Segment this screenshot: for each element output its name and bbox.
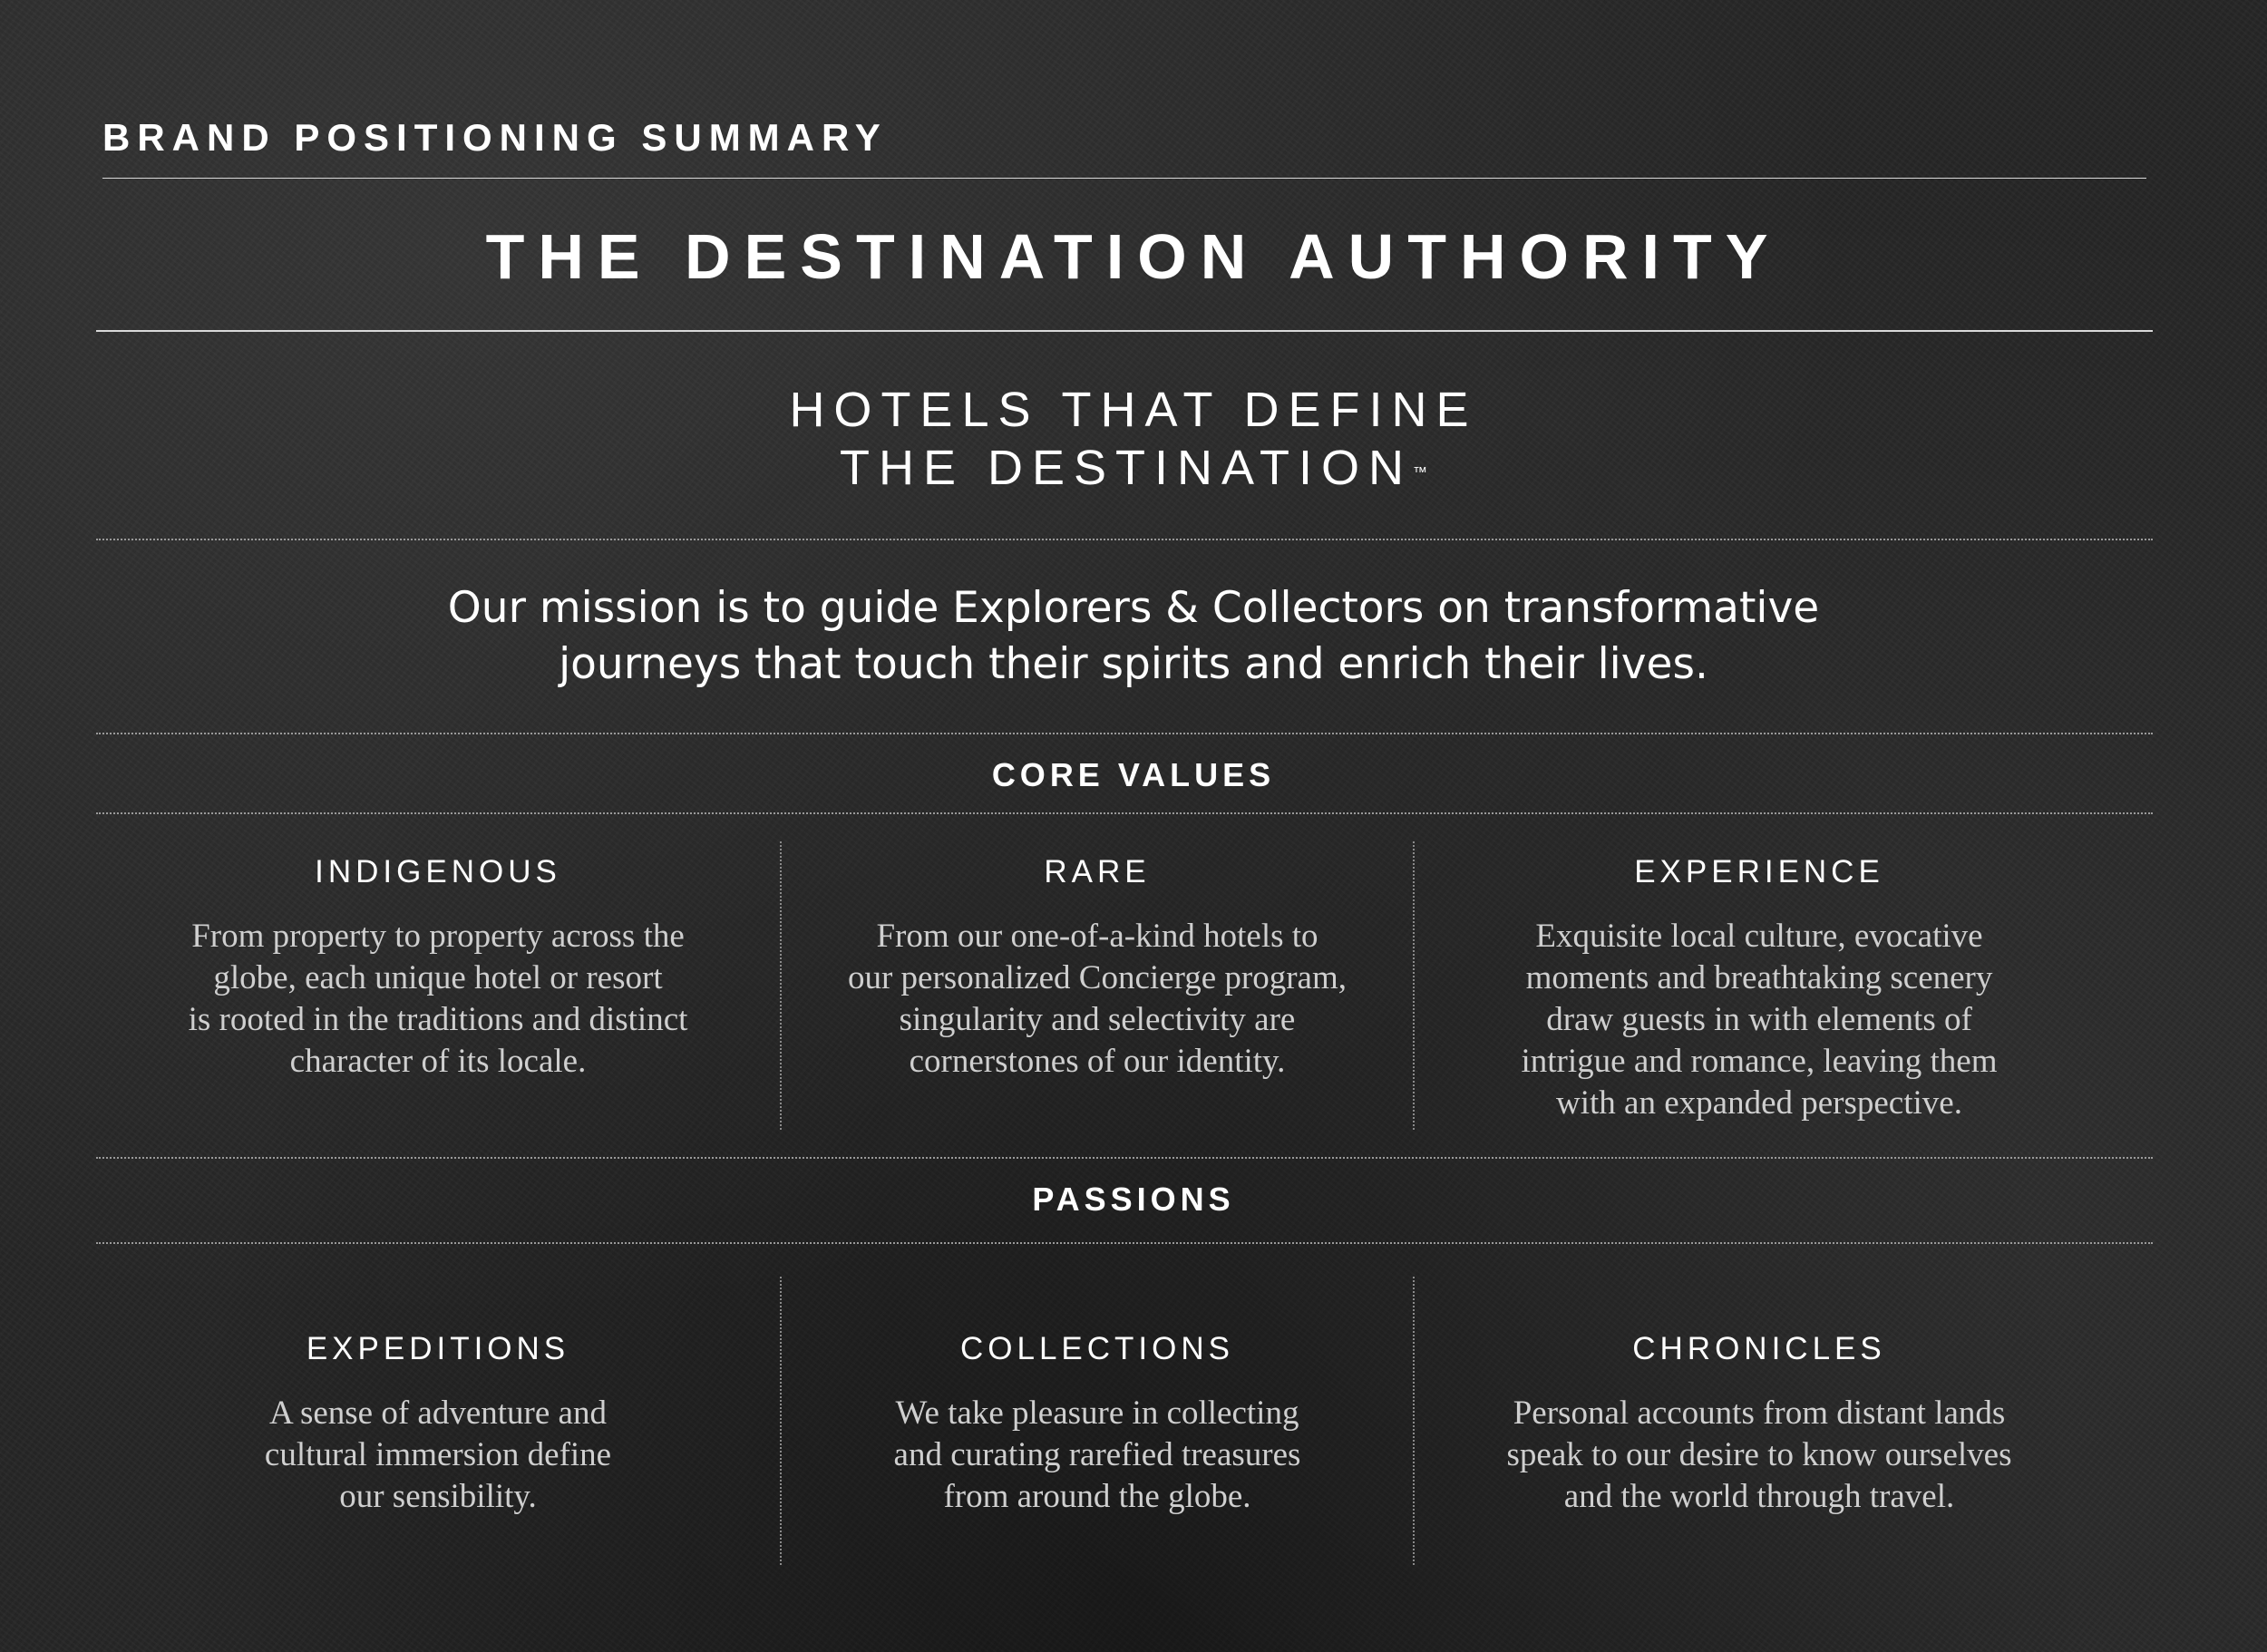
description-line: our personalized Concierge program, — [847, 959, 1347, 996]
trademark-symbol: ™ — [1413, 465, 1428, 481]
description-line: our sensibility. — [339, 1478, 537, 1515]
description-line: From property to property across the — [191, 918, 685, 955]
passion-heading: COLLECTIONS — [960, 1331, 1234, 1366]
passion-description — [1469, 1393, 2049, 1518]
description-line: is rooted in the traditions and distinct — [188, 1001, 688, 1038]
passion-description — [807, 1393, 1387, 1518]
core-values-divider-1 — [780, 841, 782, 1130]
description-line: Personal accounts from distant lands — [1513, 1394, 2006, 1432]
page-title: THE DESTINATION AUTHORITY — [485, 221, 1782, 292]
eyebrow-heading: BRAND POSITIONING SUMMARY — [102, 116, 888, 159]
description-line: From our one-of-a-kind hotels to — [876, 918, 1318, 955]
passion-heading: EXPEDITIONS — [306, 1331, 570, 1366]
description-line: speak to our desire to know ourselves — [1506, 1436, 2012, 1473]
description-line: and the world through travel. — [1563, 1478, 1955, 1515]
description-line: Exquisite local culture, evocative — [1535, 918, 1983, 955]
description-line: moments and breathtaking scenery — [1525, 959, 1993, 996]
tagline — [0, 381, 2267, 497]
passion-chronicles — [1469, 1331, 2049, 1518]
header-rule-top — [102, 178, 2146, 179]
header-rule-bottom — [96, 330, 2153, 332]
core-value-description — [148, 916, 728, 1083]
divider-above-mission — [96, 539, 2153, 540]
passions-divider-2 — [1413, 1277, 1415, 1565]
core-value-rare — [807, 854, 1387, 1083]
description-line: and curating rarefied treasures — [893, 1436, 1301, 1473]
divider-above-core-values — [96, 733, 2153, 734]
divider-below-core-values — [96, 812, 2153, 814]
mission-line-2: journeys that touch their spirits and enrich their lives. — [559, 639, 1708, 689]
passions-label: PASSIONS — [1032, 1181, 1235, 1218]
description-line: A sense of adventure and — [269, 1394, 607, 1432]
core-value-heading: EXPERIENCE — [1634, 854, 1884, 889]
description-line: character of its locale. — [289, 1043, 587, 1080]
tagline-line-1: HOTELS THAT DEFINE — [789, 383, 1478, 437]
description-line: intrigue and romance, leaving them — [1521, 1043, 1998, 1080]
tagline-line-2 — [0, 439, 2267, 497]
divider-above-passions — [96, 1157, 2153, 1159]
core-values-divider-2 — [1413, 841, 1415, 1130]
description-line: from around the globe. — [943, 1478, 1251, 1515]
core-value-description — [1469, 916, 2049, 1124]
description-line: cornerstones of our identity. — [909, 1043, 1286, 1080]
mission-line-1: Our mission is to guide Explorers & Collectors on transformative — [447, 583, 1820, 633]
description-line: draw guests in with elements of — [1546, 1001, 1972, 1038]
description-line: singularity and selectivity are — [899, 1001, 1296, 1038]
core-value-description — [807, 916, 1387, 1083]
passion-heading: CHRONICLES — [1632, 1331, 1886, 1366]
passion-expeditions — [148, 1331, 728, 1518]
core-values-label: CORE VALUES — [991, 756, 1276, 793]
mission-statement — [0, 580, 2267, 693]
tagline-line-2-text: THE DESTINATION — [839, 441, 1414, 495]
core-value-heading: INDIGENOUS — [315, 854, 561, 889]
description-line: globe, each unique hotel or resort — [213, 959, 663, 996]
core-value-heading: RARE — [1044, 854, 1151, 889]
passion-collections — [807, 1331, 1387, 1518]
description-line: cultural immersion define — [264, 1436, 612, 1473]
core-value-indigenous — [148, 854, 728, 1083]
description-line: We take pleasure in collecting — [895, 1394, 1299, 1432]
passions-divider-1 — [780, 1277, 782, 1565]
description-line: with an expanded perspective. — [1556, 1084, 1962, 1122]
core-value-experience — [1469, 854, 2049, 1124]
divider-below-passions — [96, 1242, 2153, 1244]
passion-description — [148, 1393, 728, 1518]
